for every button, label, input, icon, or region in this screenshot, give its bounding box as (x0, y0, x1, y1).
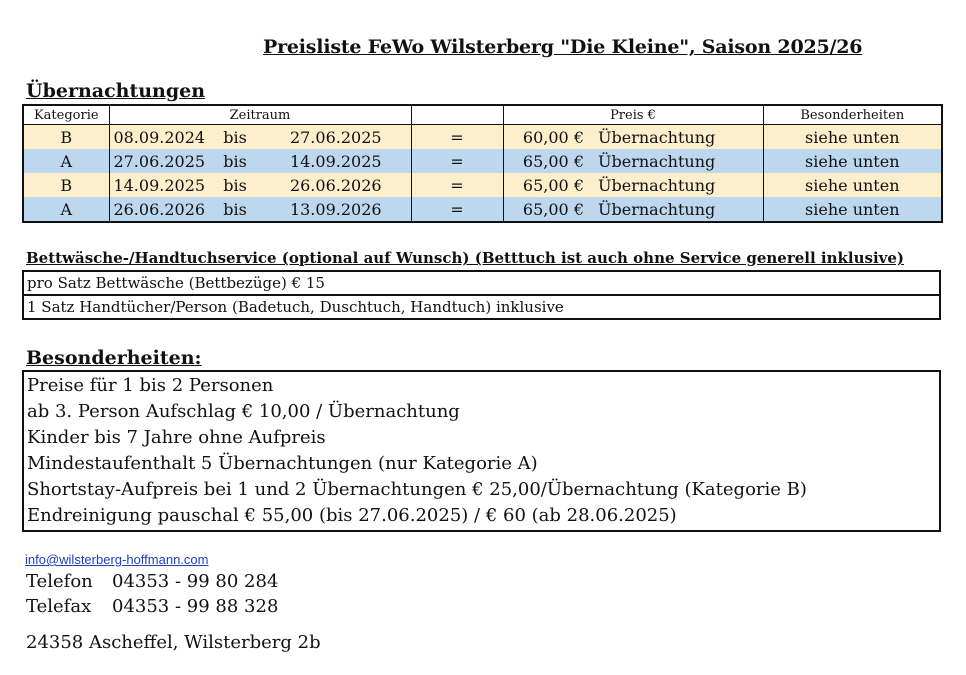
price-cell: 65,00 € (503, 149, 598, 173)
phone-label: Telefon (26, 571, 93, 592)
equals-cell: = (411, 149, 503, 173)
fax-number: 04353 - 99 88 328 (112, 596, 279, 617)
header-blank (411, 105, 503, 125)
overnight-heading: Übernachtungen (26, 80, 206, 102)
to-date-cell: 27.06.2025 (261, 125, 411, 150)
bis-cell: bis (209, 197, 261, 222)
note-cell: siehe unten (763, 125, 942, 150)
rates-header-row (23, 105, 942, 125)
from-date-cell: 14.09.2025 (109, 173, 209, 197)
email-link[interactable]: info@wilsterberg-hoffmann.com (25, 552, 209, 567)
unit-cell: Übernachtung (598, 197, 763, 222)
page-title: Preisliste FeWo Wilsterberg "Die Kleine", Saison 2025/26 (263, 36, 863, 58)
from-date-cell: 26.06.2026 (109, 197, 209, 222)
bis-cell: bis (209, 125, 261, 150)
kategorie-cell: B (23, 173, 109, 197)
header-zeitraum: Zeitraum (109, 105, 411, 125)
table-row (23, 173, 942, 197)
kategorie-cell: B (23, 125, 109, 150)
price-cell: 60,00 € (503, 125, 598, 150)
equals-cell: = (411, 125, 503, 150)
service-box (22, 270, 941, 320)
unit-cell: Übernachtung (598, 149, 763, 173)
service-heading: Bettwäsche-/Handtuchservice (optional auf Wunsch) (Betttuch ist auch ohne Service generell inklusive) (26, 249, 904, 267)
header-besonderheiten: Besonderheiten (763, 105, 942, 125)
note-line: Kinder bis 7 Jahre ohne Aufpreis (27, 427, 326, 448)
equals-cell: = (411, 173, 503, 197)
price-cell: 65,00 € (503, 197, 598, 222)
equals-cell: = (411, 197, 503, 222)
to-date-cell: 14.09.2025 (261, 149, 411, 173)
note-line: Endreinigung pauschal € 55,00 (bis 27.06.2025) / € 60 (ab 28.06.2025) (27, 505, 677, 526)
bis-cell: bis (209, 149, 261, 173)
phone-number: 04353 - 99 80 284 (112, 571, 279, 592)
notes-heading: Besonderheiten: (26, 347, 202, 369)
bis-cell: bis (209, 173, 261, 197)
to-date-cell: 26.06.2026 (261, 173, 411, 197)
from-date-cell: 08.09.2024 (109, 125, 209, 150)
note-cell: siehe unten (763, 173, 942, 197)
service-line: 1 Satz Handtücher/Person (Badetuch, Duschtuch, Handtuch) inklusive (24, 294, 939, 318)
note-cell: siehe unten (763, 149, 942, 173)
note-line: Shortstay-Aufpreis bei 1 und 2 Übernachtungen € 25,00/Übernachtung (Kategorie B) (27, 479, 807, 500)
note-line: Mindestaufenthalt 5 Übernachtungen (nur Kategorie A) (27, 453, 538, 474)
notes-box (22, 370, 941, 532)
to-date-cell: 13.09.2026 (261, 197, 411, 222)
table-row (23, 149, 942, 173)
header-kategorie: Kategorie (23, 105, 109, 125)
fax-label: Telefax (26, 596, 92, 617)
note-line: Preise für 1 bis 2 Personen (27, 375, 274, 396)
header-preis: Preis € (503, 105, 763, 125)
price-cell: 65,00 € (503, 173, 598, 197)
address: 24358 Ascheffel, Wilsterberg 2b (26, 632, 321, 653)
unit-cell: Übernachtung (598, 125, 763, 150)
kategorie-cell: A (23, 149, 109, 173)
from-date-cell: 27.06.2025 (109, 149, 209, 173)
table-row (23, 197, 942, 222)
service-line: pro Satz Bettwäsche (Bettbezüge) € 15 (27, 274, 325, 292)
note-line: ab 3. Person Aufschlag € 10,00 / Übernachtung (27, 401, 460, 422)
fax-line (26, 596, 278, 617)
note-cell: siehe unten (763, 197, 942, 222)
rates-table (22, 104, 943, 223)
unit-cell: Übernachtung (598, 173, 763, 197)
table-row (23, 125, 942, 150)
kategorie-cell: A (23, 197, 109, 222)
phone-line (26, 571, 278, 592)
